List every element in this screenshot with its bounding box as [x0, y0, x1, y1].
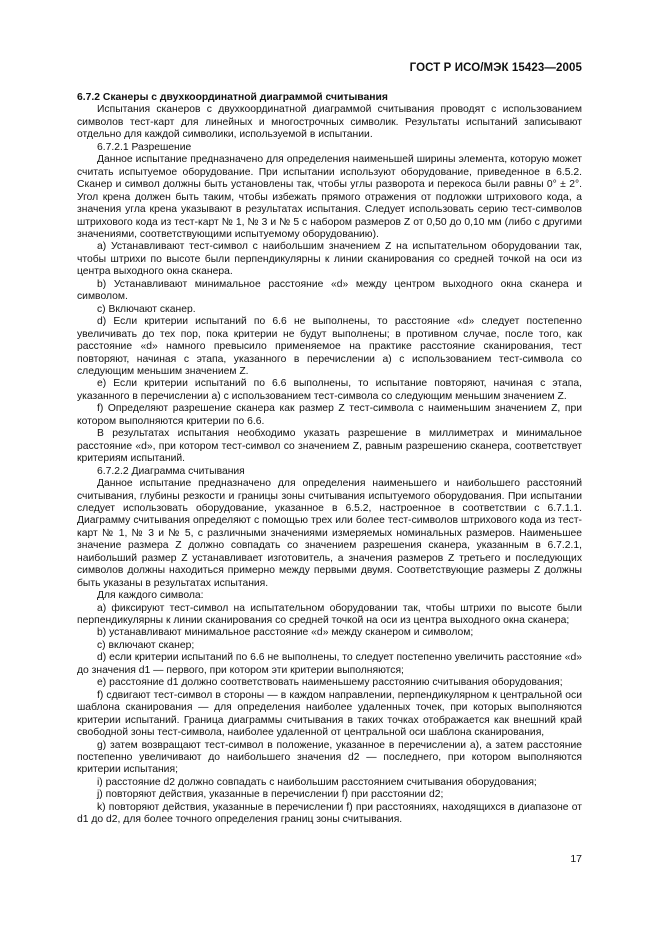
document-header: ГОСТ Р ИСО/МЭК 15423—2005 [409, 62, 582, 74]
list-item: i) расстояние d2 должно совпадать с наибольшим расстоянием считывания оборудования; [97, 776, 537, 788]
list-item: c) Включают сканер. [97, 303, 196, 315]
list-item: d) Если критерии испытаний по 6.6 не выполнены, то расстояние «d» следует постепенно увеличивать до тех пор, пока критерии не будут выполнены; в противном случае, после того, как расстояние «d» намного превысило применяемое на практике расстояние сканирования, тест повторяют, начиная с этапа, указанного в перечислении а) с использованием тест-символа со следующим меньшим значением Z. [77, 316, 582, 377]
list-item: a) фиксируют тест-символ на испытательном оборудовании так, чтобы штрихи по высоте были перпендикулярны к линии сканирования со средней точкой на оси из центра выходного окна сканера; [77, 602, 582, 627]
subsection-title: 6.7.2.1 Разрешение [97, 141, 192, 153]
list-item: j) повторяют действия, указанные в перечислении f) при расстоянии d2; [97, 789, 444, 801]
paragraph: Данное испытание предназначено для определения наименьшей ширины элемента, которую может считать испытуемое оборудование. При испытании используют оборудование, приведенное в 6.5.2. Сканер и символ должны быть установлены так, чтобы углы разворота и перекоса были равны 0° ± 2°. Угол крена должен быть таким, чтобы избежать прямого отражения от подложки штрихового кода, а значения угла крена указывают в результатах испытания. Следует использовать серию тест-символов штрихового кода из тест-карт № 1, № 3 и № 5 с набором размеров Z от 0,50 до 0,10 мм (либо с другими значениями, соответствующими испытуемому оборудованию). [77, 154, 582, 240]
list-item: k) повторяют действия, указанные в перечислении f) при расстояниях, находящихся в диапазоне от d1 до d2, для более точного определения границ зоны считывания. [77, 801, 582, 826]
list-item: e) Если критерии испытаний по 6.6 выполнены, то испытание повторяют, начиная с этапа, указанного в перечислении а) с использованием тест-символа со следующим меньшим значением Z. [77, 378, 582, 402]
list-item: f) сдвигают тест-символ в стороны — в каждом направлении, перпендикулярном к центральной оси шаблона сканирования — для определения наиболее удаленных точек, при которых выполняются критерии испытаний. Граница диаграммы считывания в таких точках отображается как внешний край свободной зоны тест-символа, наиболее удаленной от центральной оси шаблона сканирования, [77, 689, 582, 739]
section-title: 6.7.2 Сканеры с двухкоординатной диаграммой считывания [77, 92, 388, 103]
document-body [77, 92, 582, 827]
paragraph: Испытания сканеров с двухкоординатной диаграммой считывания проводят с использованием символов тест-карт для линейных и многострочных символик. Результаты испытаний записывают отдельно для каждой символики, используемой в испытании. [77, 104, 582, 141]
list-item: e) расстояние d1 должно соответствовать наименьшему расстоянию считывания оборудования; [97, 677, 563, 689]
list-item: c) включают сканер; [97, 639, 195, 651]
page-number: 17 [570, 853, 582, 865]
list-item: d) если критерии испытаний по 6.6 не выполнены, то следует постепенно увеличить расстояние «d» до значения d1 — первого, при котором эти критерии выполняются; [77, 652, 582, 676]
list-item: b) Устанавливают минимальное расстояние «d» между центром выходного окна сканера и символом. [77, 278, 582, 303]
paragraph: Данное испытание предназначено для определения наименьшего и наибольшего расстояний считывания, глубины резкости и границы зоны считывания испытуемого оборудования. При испытании следует использовать оборудование, указанное в 6.5.2, настроенное в соответствии с 6.7.1.1. Диаграмму считывания определяют с помощью трех или более тест-символов штрихового кода из тест-карт № 1, № 3 и № 5, с различными значениями измеряемых номинальных размеров. Наименьшее значение размера Z должно совпадать со значением разрешения сканера, указанным в 6.7.2.1, наибольший размер Z устанавливает изготовитель, а значения размеров Z третьего и последующих символов должны находиться примерно между первыми двумя. Соответствующие размеры Z должны быть указаны в результатах испытания. [77, 478, 582, 589]
list-item: a) Устанавливают тест-символ с наибольшим значением Z на испытательном оборудовании так, чтобы штрихи по высоте были перпендикулярны к линии сканирования со средней точкой на оси из центра выходного окна сканера. [77, 241, 582, 278]
paragraph: Для каждого символа: [97, 590, 204, 602]
list-item: f) Определяют разрешение сканера как размер Z тест-символа с наименьшим значением Z, при котором выполняются критерии по 6.6. [77, 403, 582, 427]
paragraph: В результатах испытания необходимо указать разрешение в миллиметрах и минимальное расстояние «d», при котором тест-символ со значением Z, равным разрешению сканера, соответствует критериям испытаний. [77, 428, 582, 465]
list-item: g) затем возвращают тест-символ в положение, указанное в перечислении а), а затем расстояние постепенно увеличивают до наибольшего значения d2 — последнего, при котором выполняются критерии испытания; [77, 739, 582, 776]
list-item: b) устанавливают минимальное расстояние «d» между сканером и символом; [97, 627, 474, 639]
subsection-title: 6.7.2.2 Диаграмма считывания [97, 465, 245, 477]
